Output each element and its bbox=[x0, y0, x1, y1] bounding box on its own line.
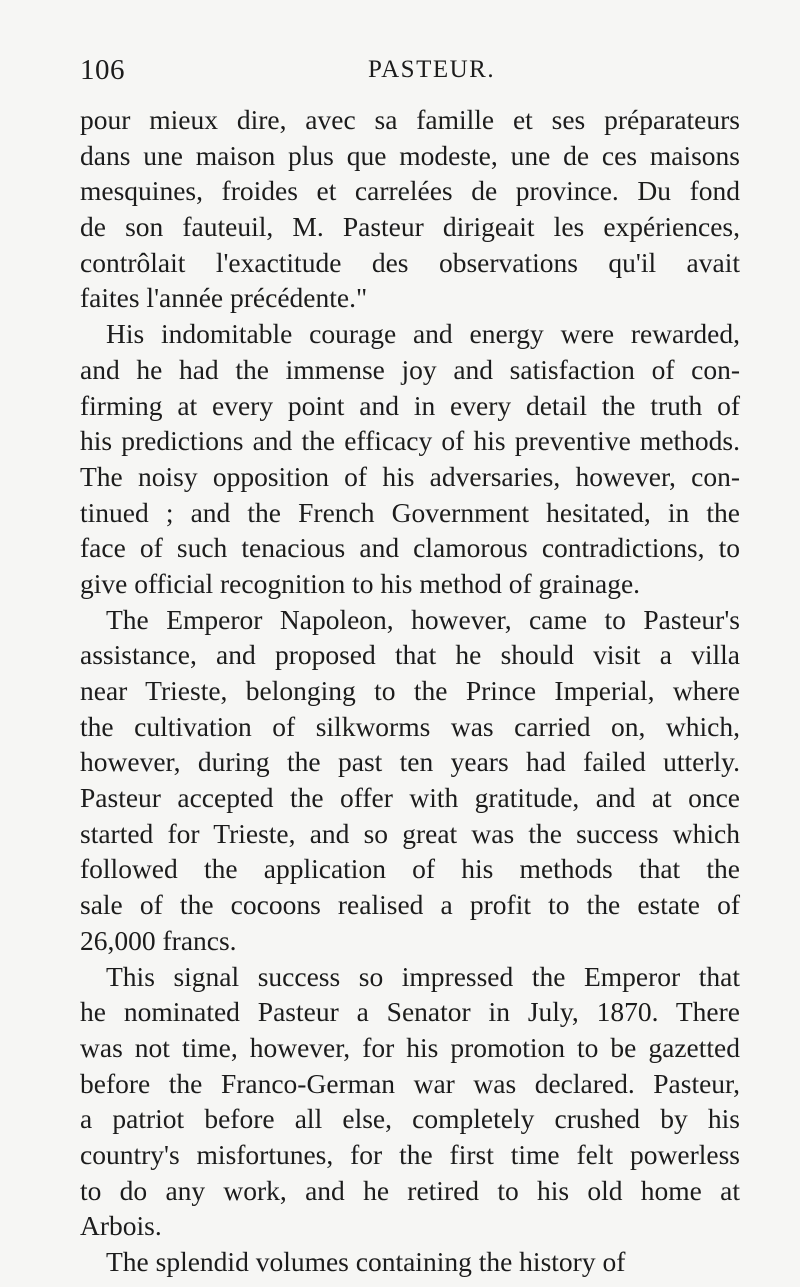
text-line: His indomitable courage and energy were rewarded, bbox=[106, 318, 740, 350]
text-line: 26,000 francs. bbox=[80, 924, 237, 956]
text-line: contrôlait l'exactitude des observations qu'il avait bbox=[80, 246, 740, 278]
text-line: Arbois. bbox=[80, 1210, 162, 1242]
text-line: mesquines, froides et carrelées de province. Du fond bbox=[80, 175, 740, 207]
text-line: The splendid volumes containing the history of bbox=[106, 1246, 626, 1277]
text-line: before the Franco-German war was declared. Pasteur, bbox=[80, 1067, 740, 1099]
running-title: PASTEUR. bbox=[368, 56, 496, 83]
text-line: faites l'année précédente." bbox=[80, 282, 368, 314]
text-line: dans une maison plus que modeste, une de ces maisons bbox=[80, 139, 740, 171]
text-line: and he had the immense joy and satisfaction of con- bbox=[80, 353, 740, 385]
text-line: de son fauteuil, M. Pasteur dirigeait les expériences, bbox=[80, 211, 740, 243]
text-line: was not time, however, for his promotion to be gazetted bbox=[80, 1031, 740, 1063]
text-line: The noisy opposition of his adversaries, however, con- bbox=[80, 460, 740, 492]
page-number: 106 bbox=[80, 54, 125, 86]
text-line: firming at every point and in every detail the truth of bbox=[80, 389, 740, 421]
text-line: the cultivation of silkworms was carried on, which, bbox=[80, 710, 740, 742]
running-head bbox=[80, 50, 740, 90]
text-line: give official recognition to his method of grainage. bbox=[80, 567, 641, 599]
text-line: assistance, and proposed that he should visit a villa bbox=[80, 639, 740, 671]
text-line: This signal success so impressed the Emperor that bbox=[106, 960, 740, 992]
text-line: face of such tenacious and clamorous contradictions, to bbox=[80, 532, 740, 564]
text-line: he nominated Pasteur a Senator in July, 1870. There bbox=[80, 996, 740, 1028]
text-line: pour mieux dire, avec sa famille et ses préparateurs bbox=[80, 104, 740, 135]
text-line: a patriot before all else, completely crushed by his bbox=[80, 1103, 740, 1135]
text-line: to do any work, and he retired to his old home at bbox=[80, 1174, 740, 1206]
text-line: country's misfortunes, for the first time felt powerless bbox=[80, 1138, 740, 1170]
text-line: tinued ; and the French Government hesitated, in the bbox=[80, 496, 740, 528]
text-line: his predictions and the efficacy of his preventive methods. bbox=[80, 425, 740, 457]
text-line: The Emperor Napoleon, however, came to Pasteur's bbox=[106, 603, 740, 635]
text-line: however, during the past ten years had failed utterly. bbox=[80, 746, 740, 778]
text-line: sale of the cocoons realised a profit to the estate of bbox=[80, 889, 740, 921]
text-line: Pasteur accepted the offer with gratitude, and at once bbox=[80, 782, 740, 814]
text-line: followed the application of his methods that the bbox=[80, 853, 740, 885]
body-text bbox=[80, 102, 740, 1280]
text-line: near Trieste, belonging to the Prince Imperial, where bbox=[80, 675, 740, 706]
text-line: started for Trieste, and so great was the success which bbox=[80, 817, 740, 849]
